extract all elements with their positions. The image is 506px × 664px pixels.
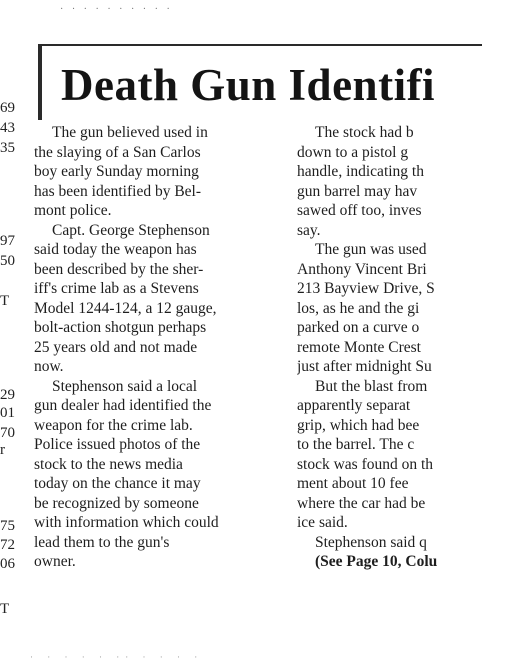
text-line: boy early Sunday morning [34, 163, 199, 180]
text-line: now. [34, 358, 64, 375]
text-line: But the blast from [315, 377, 428, 395]
article-column-left [34, 123, 280, 623]
text-line: parked on a curve o [297, 319, 420, 336]
margin-fragment: 75 [0, 518, 15, 534]
text-line: where the car had be [297, 494, 426, 512]
left-margin-fragments [0, 100, 26, 620]
margin-fragment: 35 [0, 140, 15, 156]
bottom-edge-artifacts: · · · · · ·· · · · · [30, 652, 204, 662]
text-line: Stephenson said a local [52, 377, 198, 395]
margin-fragment: 50 [0, 253, 15, 269]
text-line: to the barrel. The c [297, 436, 415, 453]
text-line: just after midnight Su [297, 358, 432, 375]
margin-fragment: 70 [0, 425, 15, 441]
headline: Death Gun Identifi [61, 60, 436, 110]
text-line: down to a pistol g [297, 143, 409, 161]
text-line: owner. [34, 553, 76, 570]
text-line: stock to the news media [34, 455, 183, 473]
text-line: be recognized by someone [34, 494, 199, 512]
text-line: grip, which had bee [297, 416, 420, 434]
text-line: Stephenson said q [315, 533, 427, 551]
margin-fragment: 01 [0, 405, 15, 421]
text-line: today on the chance it may [34, 475, 201, 492]
margin-fragment: 69 [0, 100, 15, 116]
margin-fragment: T [0, 601, 10, 617]
text-line: 25 years old and not made [34, 338, 198, 356]
continuation-line: (See Page 10, Colu [315, 553, 438, 570]
text-line: Model 1244-124, a 12 gauge, [34, 299, 217, 317]
text-line: say. [297, 221, 321, 239]
text-line: with information which could [34, 514, 219, 531]
text-line: sawed off too, inves [297, 202, 422, 219]
text-line: ment about 10 fee [297, 475, 409, 492]
text-line: gun barrel may hav [297, 182, 418, 200]
text-line: The gun believed used in [52, 124, 208, 141]
text-line: handle, indicating th [297, 163, 424, 180]
text-line: the slaying of a San Carlos [34, 143, 201, 161]
article-column-right [297, 123, 475, 623]
text-line: los, as he and the gi [297, 299, 420, 317]
top-edge-artifacts: · · · · · · · · · · [60, 4, 173, 12]
text-line: mont police. [34, 202, 112, 219]
margin-fragment: T [0, 293, 10, 309]
margin-fragment: 06 [0, 556, 15, 572]
text-line: Capt. George Stephenson [52, 221, 210, 239]
text-line: Anthony Vincent Bri [297, 260, 427, 278]
margin-fragment: 97 [0, 233, 15, 249]
text-line: been described by the sher- [34, 260, 204, 278]
margin-fragment: 29 [0, 387, 15, 403]
text-line: has been identified by Bel- [34, 182, 202, 200]
text-line: weapon for the crime lab. [34, 416, 193, 434]
text-line: The stock had b [315, 124, 414, 141]
text-line: ice said. [297, 514, 348, 531]
margin-fragment: 43 [0, 120, 15, 136]
text-line: iff's crime lab as a Stevens [34, 280, 199, 297]
text-line: apparently separat [297, 397, 411, 414]
text-line: remote Monte Crest [297, 338, 421, 356]
text-line: lead them to the gun's [34, 533, 170, 551]
text-line: Police issued photos of the [34, 436, 201, 453]
text-line: 213 Bayview Drive, S [297, 280, 435, 297]
margin-fragment: 72 [0, 537, 15, 553]
text-line: gun dealer had identified the [34, 397, 212, 414]
text-line: bolt-action shotgun perhaps [34, 319, 207, 336]
text-line: The gun was used [315, 241, 427, 258]
headline-frame [38, 44, 482, 120]
text-line: stock was found on th [297, 455, 434, 473]
margin-fragment: r [0, 442, 5, 458]
text-line: said today the weapon has [34, 241, 197, 258]
